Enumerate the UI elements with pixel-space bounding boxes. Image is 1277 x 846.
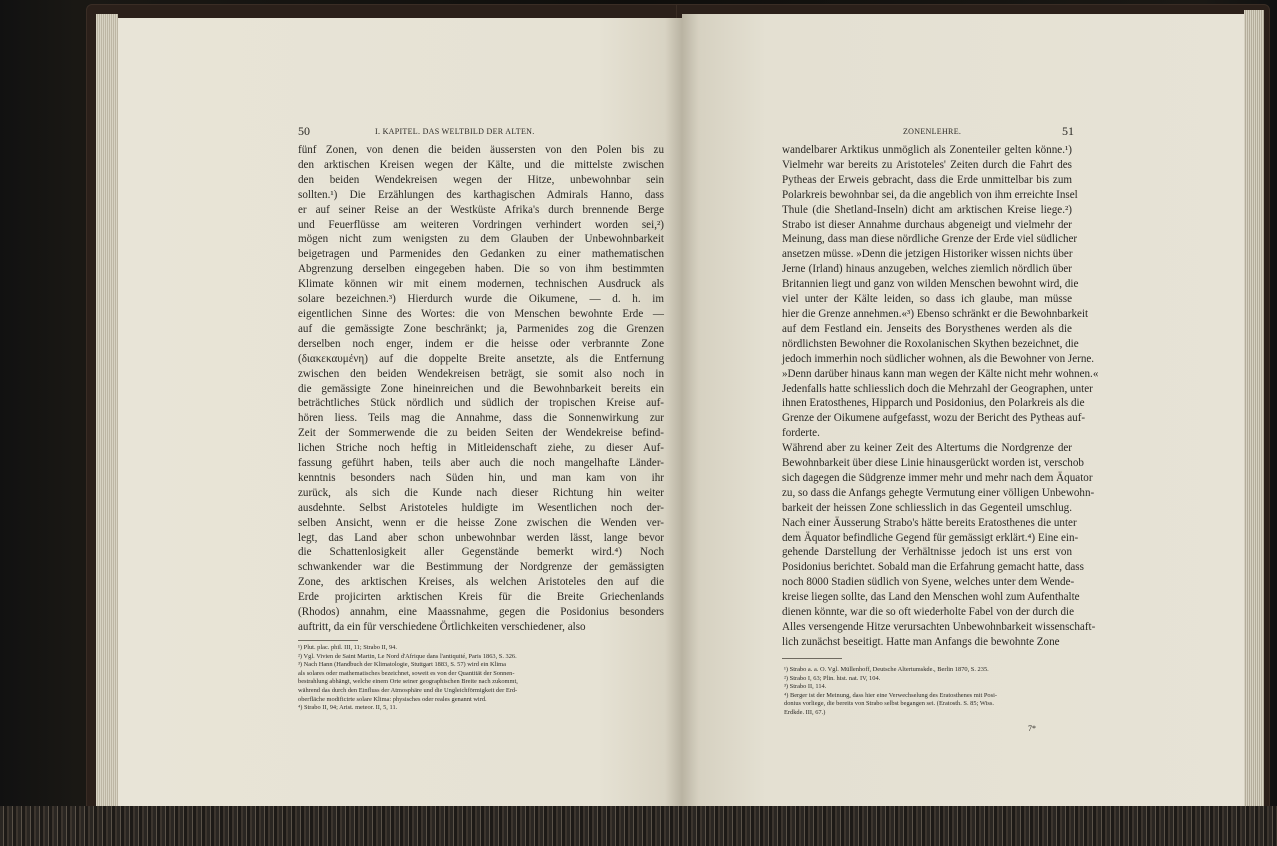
footnote-line: ⁴) Strabo II, 94; Arist. meteor. II, 5, 11. — [298, 704, 398, 712]
text-line: hören liess. Teils mag die Annahme, dass die Sonnenwirkung zur — [298, 412, 664, 425]
page-edges-right — [1244, 10, 1264, 816]
text-line: beigetragen und Parmenides den Gedanken zu einer mathematischen — [298, 248, 664, 261]
text-line: er auf seiner Reise an der Westküste Afrika's durch brennende Berge — [298, 203, 664, 216]
text-line: ausdehnte. Selbst Aristoteles huldigte im Wesentlichen noch der- — [298, 501, 664, 514]
text-line: Jerne (Irland) hinaus anzugeben, welches ziemlich nördlich über — [782, 263, 1072, 276]
text-line: die Schattenlosigkeit aller Gegenstände bemerkt wird.⁴) Noch — [298, 546, 664, 559]
footnote-line: ¹) Strabo a. a. O. Vgl. Müllenhoff, Deutsche Altertumskde., Berlin 1870, S. 235. — [784, 666, 989, 673]
footnote-line: donius vorliege, die bereits von Strabo selbst begangen sei. (Eratosth. S. 85; Wiss. — [784, 700, 994, 708]
text-line: Jedenfalls hatte schliesslich doch die Mehrzahl der Geographen, unter — [782, 382, 1093, 395]
text-line: Britannien liegt und ganz von wilden Menschen bewohnt wird, die — [782, 278, 1079, 291]
text-line: Bewohnbarkeit über diese Linie hinausgerückt worden ist, verschob — [782, 457, 1084, 470]
text-line: eigentlichen Sinne des Wortes: die von Menschen bewohnte Erde — — [298, 307, 664, 320]
page-edges-left — [96, 14, 118, 814]
footnote-rule-left — [298, 640, 358, 641]
text-line: »Denn darüber hinaus kann man wegen der Kälte nicht mehr wohnen.« — [782, 367, 1099, 380]
scanner-bed-strip — [0, 806, 1277, 846]
footnote-line: ¹) Plut. plac. phil. III, 11; Strabo II, 94. — [298, 644, 397, 651]
signature-mark: 7* — [1028, 724, 1036, 733]
text-line: und Feuerflüsse am weiteren Vordringen verhindert worden sei,²) — [298, 218, 664, 231]
text-line: viel unter der Kälte leiden, so dass ich glaube, man müsse — [782, 293, 1072, 306]
text-line: schwankender war die Bestimmung der Nordgrenze der gemässigten — [298, 561, 664, 574]
text-line: Strabo ist dieser Annahme durchaus abgeneigt und vielmehr der — [782, 218, 1072, 231]
footnote-line: ⁴) Berger ist der Meinung, dass hier eine Verwechselung des Eratosthenes mit Posi- — [784, 691, 998, 699]
text-line: auftritt, da ein für verschiedene Örtlichkeiten verschiedener, also — [298, 621, 586, 633]
text-line: barkeit der heissen Zone schliesslich in das Gegenteil umschlug. — [782, 501, 1072, 514]
text-line: kreise liegen sollte, das Land den Menschen wohl zum Aufenthalte — [782, 591, 1080, 604]
text-line: hier die Grenze annehmen.«³) Ebenso schränkt er die Bewohnbarkeit — [782, 307, 1089, 320]
text-line: dienen könnte, war die so oft wiederholte Fabel von der durch die — [782, 606, 1075, 619]
right-page-number: 51 — [1062, 124, 1074, 138]
text-line: Zeit der Sommerwende die zu beiden Seiten der Wendekreise befind- — [298, 427, 664, 440]
text-line: Polarkreis bewohnbar sei, da die angeblich von ihm erreichte Insel — [782, 188, 1078, 201]
text-line: forderte. — [782, 427, 820, 440]
text-line: zurück, als sich die Kunde nach dieser Richtung hin weiter — [298, 486, 664, 499]
text-line: nördlichsten Bewohner die Roxolanischen Skythen bezeichnet, die — [782, 337, 1079, 350]
text-line: jedoch immerhin noch südlicher wohnen, als die Bewohner von Jerne. — [782, 352, 1095, 365]
text-line: auf dem Festland ein. Jenseits des Borysthenes werden als die — [782, 322, 1072, 335]
right-page — [682, 14, 1244, 814]
footnote-line: während das durch den Einfluss der Atmosphäre und die Ungleichförmigkeit der Erd- — [298, 686, 518, 694]
text-line: noch 8000 Stadien südlich von Syene, welches unter dem Wende- — [782, 576, 1075, 589]
text-line: den arktischen Kreisen wegen der Kälte, und die mittelste zwischen — [298, 158, 664, 171]
text-line: Abgrenzung derselben eingegeben haben. Die so von ihm bestimmten — [298, 263, 664, 276]
text-line: Grenze der Oikumene aufgefasst, wozu der Bericht des Pytheas auf- — [782, 412, 1086, 425]
text-line: Nach einer Äusserung Strabo's hätte bereits Eratosthenes die unter — [782, 516, 1077, 529]
text-line: legt, das Land aber schon unbewohnbar werden lässt, lange bevor — [298, 531, 664, 544]
right-running-head: ZONENLEHRE. — [903, 127, 962, 136]
left-page-number: 50 — [298, 124, 310, 138]
text-line: Klimate können wir mit einem modernen, technischen Ausdruck als — [298, 278, 664, 291]
text-line: Meinung, dass man diese nördliche Grenze der Erde viel südlicher — [782, 233, 1078, 246]
text-line: sollten.¹) Die Erzählungen des karthagischen Admirals Hanno, dass — [298, 188, 664, 201]
text-line: Thule (die Shetland-Inseln) dicht am arktischen Kreise liege.²) — [782, 203, 1072, 216]
text-line: Während aber zu keiner Zeit des Altertums die Nordgrenze der — [782, 442, 1072, 455]
text-line: dem Äquator befindliche Gegend für gemässigt erklärt.⁴) Eine ein- — [782, 531, 1079, 544]
text-line: solare bezeichnen.³) Hierdurch wurde die Oikumene, — d. h. im — [298, 293, 664, 306]
text-line: zu, so dass die Anfangs gehegte Vermutung einer völligen Unbewohn- — [782, 486, 1095, 499]
text-line: fassung geführt haben, teils aber auch die noch mangelhafte Länder- — [298, 457, 664, 470]
text-line: (Rhodos) annahm, eine Maassnahme, gegen die Posidonius besonders — [298, 606, 664, 619]
text-line: ansetzen müsse. »Denn die jetzigen Historiker wissen nichts über — [782, 248, 1073, 261]
text-line: mögen nicht zum wenigsten zu dem Glauben der Unbewohnbarkeit — [298, 233, 664, 246]
text-line: derselben noch enger, indem er die heisse oder verbrannte Zone — [298, 337, 664, 350]
footnote-line: ³) Strabo II, 114. — [784, 683, 827, 691]
text-line: Posidonius berichtet. Sobald man die Erfahrung gemacht hatte, dass — [782, 561, 1084, 574]
footnote-line: als solares oder mathematisches bezeichnet, soweit es von der Quantität der Sonnen- — [298, 669, 515, 677]
footnote-line: Erdkde. III, 67.) — [784, 708, 826, 716]
text-line: Zone, des arktischen Kreises, als welchen Aristoteles den auf die — [298, 576, 664, 589]
text-line: sich dagegen die Südgrenze immer mehr und mehr nach dem Äquator — [782, 471, 1093, 484]
text-line: Erde projicirten arktischen Kreis für die Breite Griechenlands — [298, 591, 664, 604]
footnote-line: oberfläche modificirte solare Klima: physisches oder reales genannt wird. — [298, 695, 487, 703]
footnote-line: bestrahlung abhängt, welche einem Orte seiner geographischen Breite nach zukommt, — [298, 678, 518, 686]
text-line: die gemässigte Zone hineinreichen und die Bewohnbarkeit bereits ein — [298, 382, 664, 395]
text-line: Vielmehr war bereits zu Aristoteles' Zeiten durch die Fahrt des — [782, 158, 1072, 171]
text-line: zwischen den beiden Wendekreisen beträgt, sie somit also noch in — [298, 367, 664, 380]
text-line: beträchtliches Stück nördlich und südlich der tropischen Kreise auf- — [298, 397, 664, 410]
text-line: (διακεκαυμένη) auf die doppelte Breite ansetzte, als die Entfernung — [298, 352, 664, 365]
text-line: wandelbarer Arktikus unmöglich als Zonenteiler gelten könne.¹) — [782, 144, 1072, 156]
right-footnotes — [784, 666, 1084, 718]
footnote-rule-right — [782, 658, 842, 659]
footnote-line: ³) Nach Hann (Handbuch der Klimatologie, Stuttgart 1883, S. 57) wird ein Klima — [298, 661, 506, 669]
footnote-line: ²) Vgl. Vivien de Saint Martin, Le Nord d'Afrique dans l'antiquité, Paris 1863, S. 326. — [298, 652, 517, 660]
left-body-text — [298, 143, 664, 635]
text-line: Alles versengende Hitze verursachten Unbewohnbarkeit wissenschaft- — [782, 621, 1096, 633]
left-page — [118, 18, 682, 808]
text-line: selben Ansicht, wenn er die heisse Zone zwischen die Wenden ver- — [298, 516, 664, 529]
left-running-head: I. KAPITEL. DAS WELTBILD DER ALTEN. — [375, 127, 535, 136]
footnote-line: ²) Strabo I, 63; Plin. hist. nat. IV, 104. — [784, 674, 881, 682]
left-footnotes — [298, 644, 666, 713]
text-line: ihnen Eratosthenes, Hipparch und Posidonius, den Polarkreis als die — [782, 397, 1085, 410]
text-line: fünf Zonen, von denen die beiden äussersten von den Polen bis zu — [298, 144, 664, 156]
text-line: auf die gemässigte Zone beschränkt; ja, Parmenides zog die Grenzen — [298, 322, 664, 335]
text-line: kenntnis besonders nach Süden hin, und man kam von ihr — [298, 471, 664, 484]
text-line: gehende Darstellung der Verhältnisse jedoch ist uns erst von — [782, 546, 1072, 559]
text-line: Pytheas der Erweis gebracht, dass die Erde unmittelbar bis zum — [782, 173, 1072, 186]
text-line: lich zunächst beseitigt. Hatte man Anfangs die bewohnte Zone — [782, 635, 1060, 648]
right-body-text — [782, 143, 1099, 650]
text-line: lichen Striche noch heftig in Mitleidenschaft ziehe, zu dieser Auf- — [298, 442, 664, 455]
text-line: den beiden Wendekreisen wegen der Hitze, unbewohnbar sein — [298, 173, 664, 186]
